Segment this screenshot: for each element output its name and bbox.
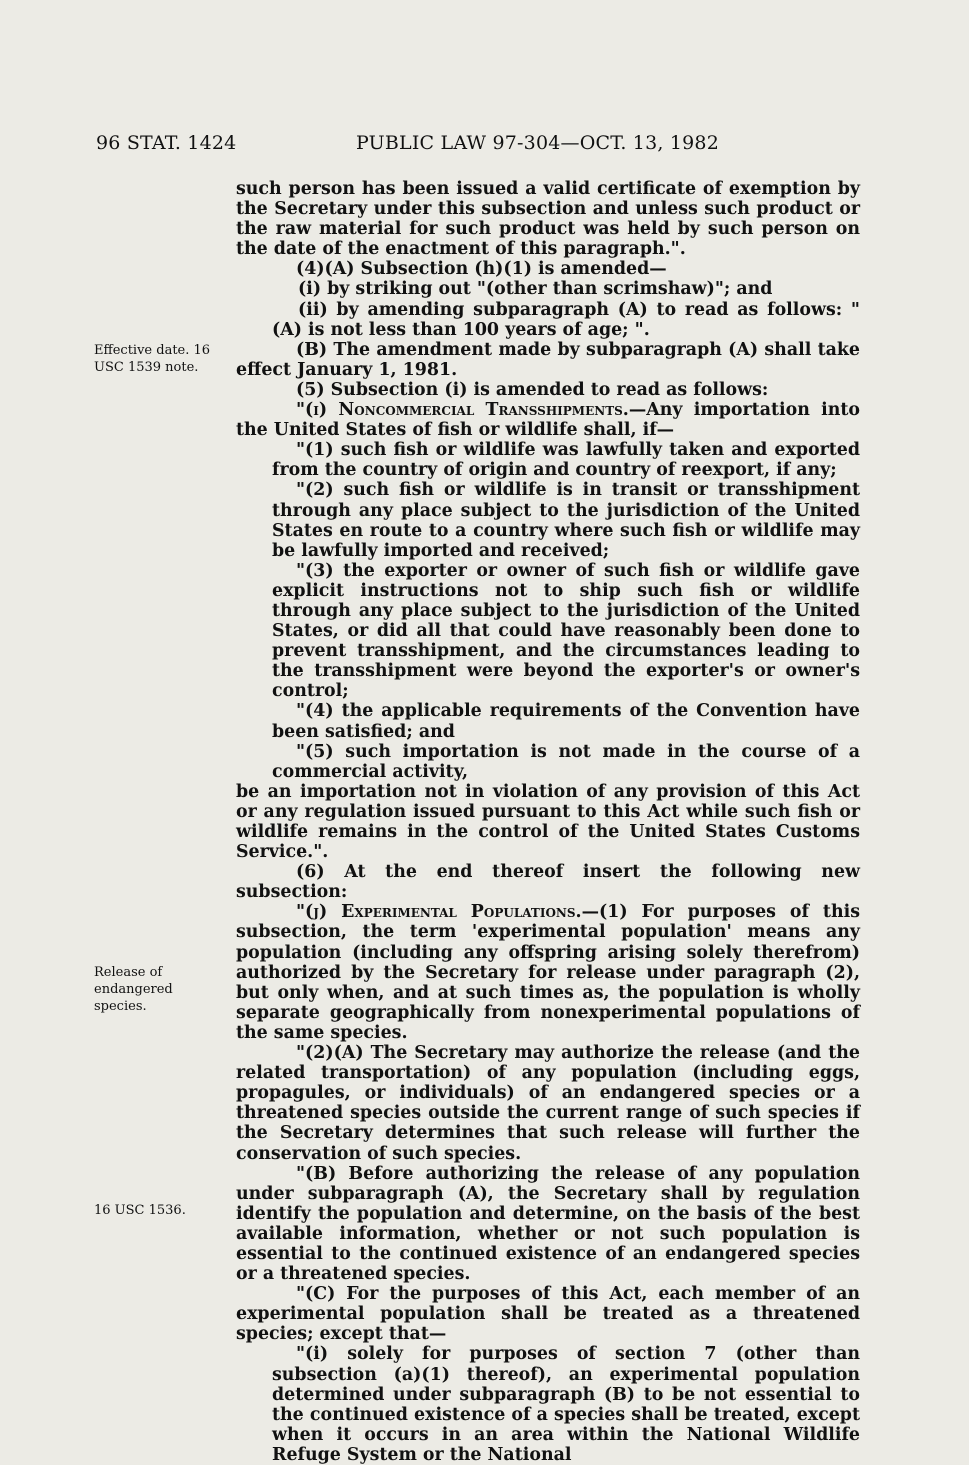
paragraph: "(i) solely for purposes of section 7 (other than subsection (a)(1) thereof), an experimental population determined under subparagraph (B) to be not essential to the continued existence of a species shall be treated, except when it occurs in an area within the National Wildlife Refuge System or the National: [272, 1344, 860, 1465]
section-heading: "(i) Noncommercial Transshipments.: [296, 400, 629, 421]
paragraph: [236, 902, 860, 1043]
paragraph: "(1) such fish or wildlife was lawfully taken and exported from the country of origin and country of reexport, if any;: [272, 440, 860, 481]
paragraph: "(3) the exporter or owner of such fish or wildlife gave explicit instructions not to ship such fish or wildlife through any place subject to the jurisdiction of the United States, or did all that could have reasonably been done to prevent transshipment, and the circumstances leading to the transshipment were beyond the exporter's or owner's control;: [272, 560, 860, 702]
page-header: [0, 132, 969, 158]
paragraph: such person has been issued a valid certificate of exemption by the Secretary under this subsection and unless such product or the raw material for such product was held by such person on the date of the enactment of this paragraph.".: [236, 179, 860, 260]
paragraph: be an importation not in violation of any provision of this Act or any regulation issued pursuant to this Act while such fish or wildlife remains in the control of the United States Customs Service.".: [236, 781, 860, 863]
margin-note-usc-1536: 16 USC 1536.: [94, 1203, 186, 1218]
stat-reference: 96 STAT. 1424: [96, 132, 237, 154]
paragraph: "(4) the applicable requirements of the Convention have been satisfied; and: [272, 701, 860, 742]
paragraph: "(2)(A) The Secretary may authorize the release (and the related transportation) of any population (including eggs, propagules, or individuals) of an endangered species or a threatened species outside the current range of such species if the Secretary determines that such release will further the conservation of such species.: [236, 1043, 860, 1164]
margin-note-release-species: Release of endangered species.: [94, 965, 173, 1014]
paragraph: "(2) such fish or wildlife is in transit or transshipment through any place subject to the jurisdiction of the United States en route to a country where such fish or wildlife may be lawfully imported and received;: [272, 480, 860, 561]
paragraph: [236, 400, 860, 440]
paragraph: "(B) Before authorizing the release of any population under subparagraph (A), the Secretary shall by regulation identify the population and determine, on the basis of the best available information, whether or not such population is essential to the continued existence of an endangered species or a threatened species.: [236, 1163, 860, 1285]
paragraph: (6) At the end thereof insert the following new subsection:: [236, 862, 860, 903]
margin-note-effective-date: Effective date. 16 USC 1539 note.: [94, 343, 211, 375]
paragraph-text: —(1) For purposes of this subsection, the term 'experimental population' means any population (including any offspring arising solely therefrom) authorized by the Secretary for release under paragraph (2), but only when, and at such times as, the population is wholly separate geographically from nonexperimental populations of the same species.: [236, 902, 860, 1043]
paragraph: (4)(A) Subsection (h)(1) is amended—: [296, 259, 667, 280]
paragraph-text: —Any importation into the United States of fish or wildlife shall, if—: [236, 400, 860, 441]
paragraph: "(5) such importation is not made in the course of a commercial activity,: [272, 741, 860, 782]
law-reference: PUBLIC LAW 97-304—OCT. 13, 1982: [356, 132, 720, 154]
paragraph: (5) Subsection (i) is amended to read as follows:: [296, 379, 769, 400]
paragraph: (ii) by amending subparagraph (A) to read as follows: "(A) is not less than 100 years of age; ".: [272, 299, 860, 340]
paragraph: "(C) For the purposes of this Act, each member of an experimental population shall be treated as a threatened species; except that—: [236, 1284, 860, 1345]
paragraph: (i) by striking out "(other than scrimshaw)"; and: [298, 279, 773, 300]
paragraph: (B) The amendment made by subparagraph (A) shall take effect January 1, 1981.: [236, 339, 860, 380]
body-text: [236, 179, 860, 1465]
section-heading: "(j) Experimental Populations.: [296, 902, 582, 923]
